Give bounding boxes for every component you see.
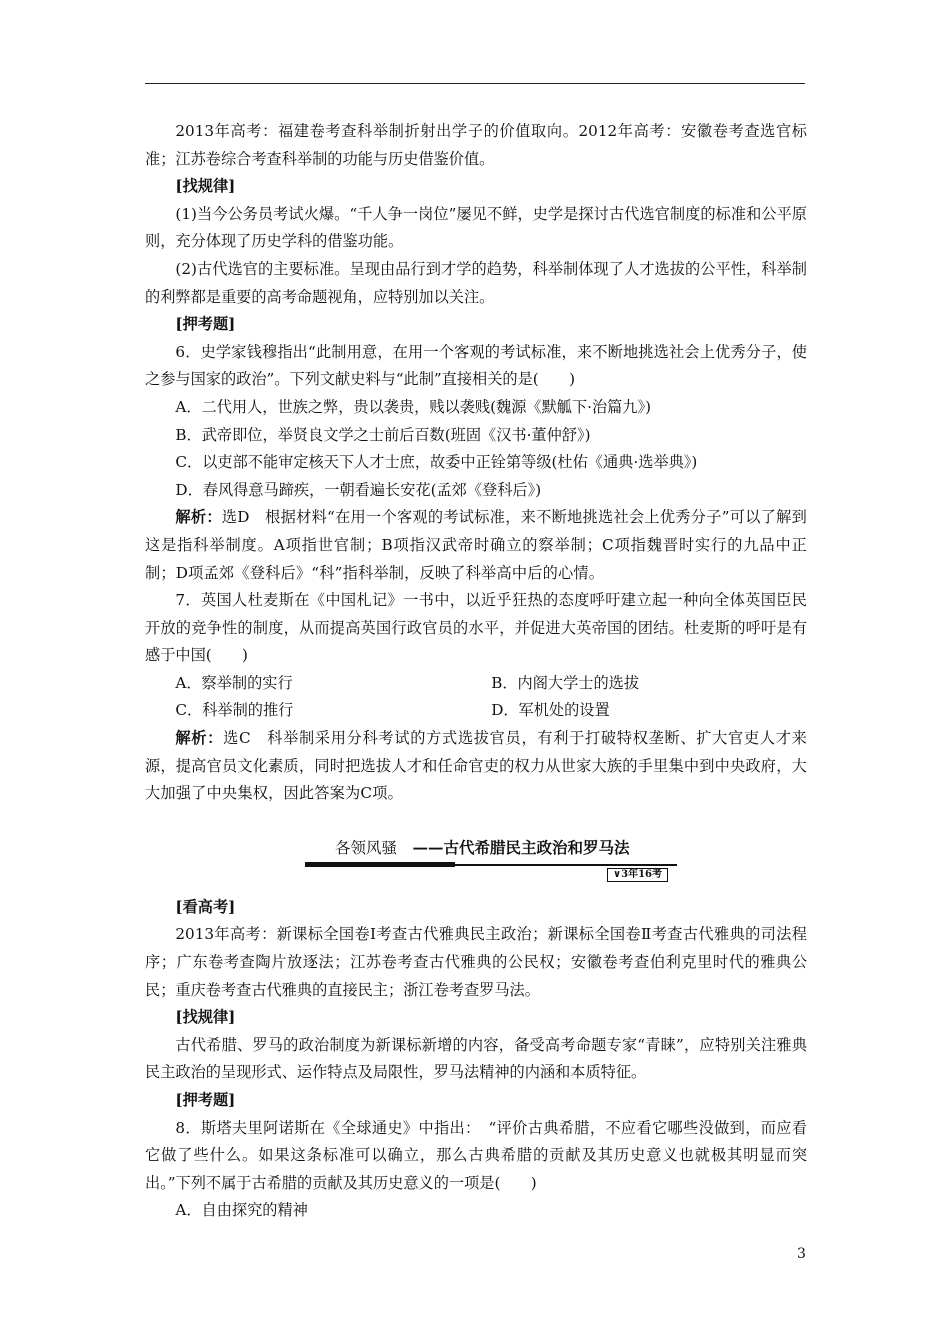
banner-subtitle: ——古代希腊民主政治和罗马法 bbox=[412, 837, 630, 857]
rule-paragraph-3: 古代希腊、罗马的政治制度为新课标新增的内容，备受高考命题专家“青睐”，应特别关注雅典民主政治的呈现形式、运作特点及局限性，罗马法精神的内涵和本质特征。 bbox=[145, 1035, 807, 1082]
question-7: 7．英国人杜麦斯在《中国札记》一书中，以近乎狂热的态度呼吁建立起一种向全体英国臣民开放的竞争性的制度，从而提高英国行政官员的水平，并促进大英帝国的团结。杜麦斯的呼吁是有感于中国( ) bbox=[145, 591, 807, 665]
banner-rule-thick bbox=[305, 862, 455, 867]
explanation-label: 解析： bbox=[175, 508, 222, 527]
q7-option-d: D．军机处的设置 bbox=[491, 701, 610, 720]
q7-options-row-1 bbox=[175, 670, 807, 698]
tag-see-exam: [看高考] bbox=[175, 897, 236, 916]
page-body bbox=[145, 118, 807, 1225]
q6-option-c: C．以吏部不能审定核天下人才士庶，故委中正铨第等级(杜佑《通典·选举典》) bbox=[175, 453, 698, 472]
banner-title bbox=[335, 834, 630, 863]
tag-find-rule-2: [找规律] bbox=[175, 1008, 236, 1027]
rule-paragraph-1: (1)当今公务员考试火爆。“千人争一岗位”屡见不鲜，史学是探讨古代选官制度的标准和公平原则，充分体现了历史学科的借鉴功能。 bbox=[145, 204, 807, 251]
exam-count-badge: ∨3年16考 bbox=[607, 868, 668, 882]
exam-paragraph: 2013年高考：新课标全国卷Ⅰ考查古代雅典民主政治；新课标全国卷Ⅱ考查古代雅典的司法程序；广东卷考查陶片放逐法；江苏卷考查古代雅典的公民权；安徽卷考查伯利克里时代的雅典公民；重庆卷考查古代雅典的直接民主；浙江卷考查罗马法。 bbox=[145, 925, 807, 999]
section-banner bbox=[145, 824, 807, 894]
q6-option-d: D．春风得意马蹄疾，一朝看遍长安花(孟郊《登科后》) bbox=[175, 480, 542, 499]
paragraph-exam-summary: 2013年高考：福建卷考查科举制折射出学子的价值取向。2012年高考：安徽卷考查选官标准；江苏卷综合考查科举制的功能与历史借鉴价值。 bbox=[145, 122, 807, 168]
tag-find-rule: [找规律] bbox=[175, 177, 236, 196]
question-6: 6．史学家钱穆指出“此制用意，在用一个客观的考试标准，来不断地挑选社会上优秀分子，使之参与国家的政治”。下列文献史料与“此制”直接相关的是( ) bbox=[145, 342, 807, 389]
q8-option-a: A．自由探究的精神 bbox=[175, 1201, 308, 1220]
header-rule bbox=[145, 83, 805, 84]
q7-option-c: C．科举制的推行 bbox=[175, 701, 294, 720]
q6-explanation bbox=[145, 504, 807, 587]
banner-title-main: 各领风骚 bbox=[335, 838, 413, 857]
q7-option-a: A．察举制的实行 bbox=[175, 673, 293, 692]
explanation-label: 解析： bbox=[175, 729, 224, 748]
q6-option-a: A．二代用人，世族之弊，贵以袭贵，贱以袭贱(魏源《默觚下·治篇九》) bbox=[175, 397, 652, 416]
tag-predict: [押考题] bbox=[175, 315, 236, 334]
q6-option-b: B．武帝即位，举贤良文学之士前后百数(班固《汉书·董仲舒》) bbox=[175, 425, 591, 444]
page-number: 3 bbox=[797, 1246, 806, 1262]
rule-paragraph-2: (2)古代选官的主要标准。呈现由品行到才学的趋势，科举制体现了人才选拔的公平性，科举制的利弊都是重要的高考命题视角，应特别加以关注。 bbox=[145, 259, 807, 306]
q7-option-b: B．内阁大学士的选拔 bbox=[491, 673, 640, 692]
q7-explanation bbox=[145, 725, 807, 808]
question-8: 8．斯塔夫里阿诺斯在《全球通史》中指出： “评价古典希腊，不应看它哪些没做到，而应看它做了些什么。如果这条标准可以确立，那么古典希腊的贡献及其历史意义也就极其明显而突出。”下列不属于古希腊的贡献及其历史意义的一项是( ) bbox=[145, 1118, 807, 1192]
explanation-text: 选C 科举制采用分科考试的方式选拔官员，有利于打破特权垄断、扩大官吏人才来源，提高官员文化素质，同时把选拔人才和任命官吏的权力从世家大族的手里集中到中央政府，大大加强了中央集权，因此答案为C项。 bbox=[145, 729, 807, 803]
q7-options-row-2 bbox=[175, 697, 807, 725]
tag-predict-2: [押考题] bbox=[175, 1091, 236, 1109]
explanation-text: 选D 根据材料“在用一个客观的考试标准，来不断地挑选社会上优秀分子”可以了解到这是指科举制度。A项指世官制；B项指汉武帝时确立的察举制；C项指魏晋时实行的九品中正制；D项孟郊《登科后》“科”指科举制，反映了科举高中后的心情。 bbox=[145, 508, 807, 582]
